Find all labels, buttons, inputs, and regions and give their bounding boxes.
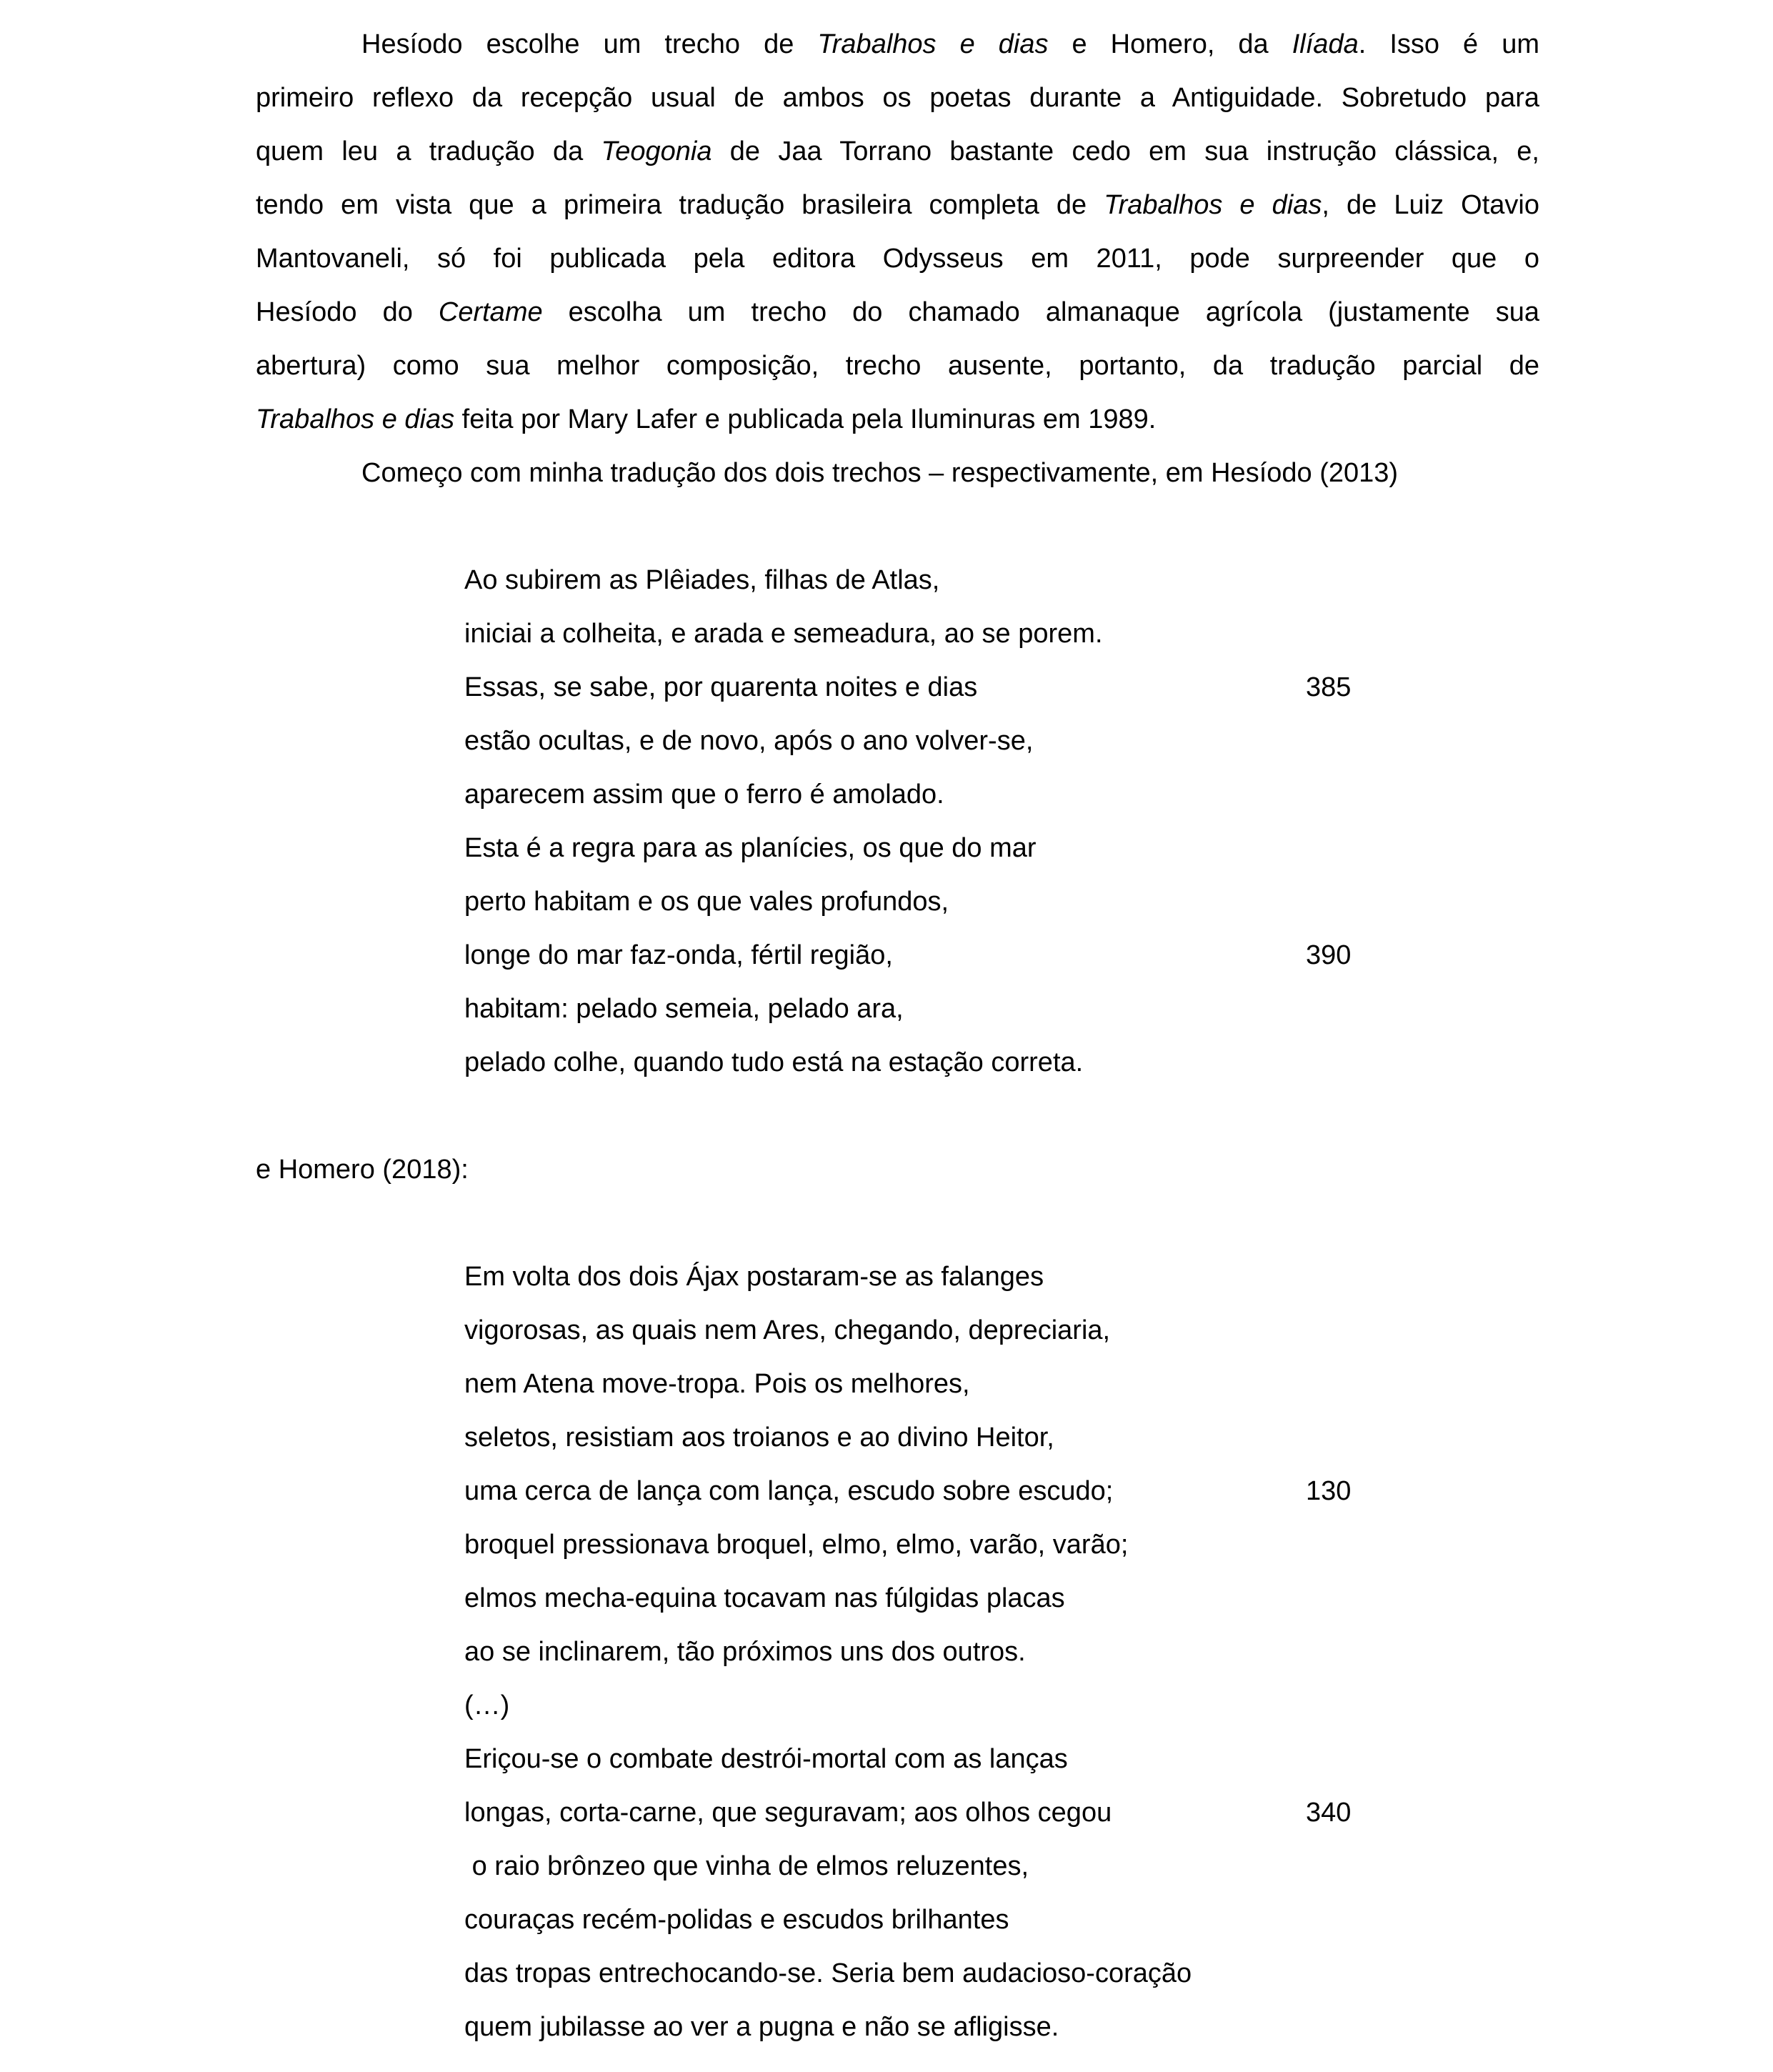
verse-line [256, 1411, 1539, 1465]
text-segment: ao se inclinarem, tão próximos uns dos outros. [464, 1637, 1026, 1667]
text-segment: Essas, se sabe, por quarenta noites e dias [464, 672, 978, 702]
verse-line [256, 714, 1539, 768]
verse-line [256, 875, 1539, 929]
verse-line [256, 929, 1539, 982]
spacer [256, 1197, 1539, 1250]
text-segment: escolha um trecho do chamado almanaque agrícola (justamente sua [542, 297, 1539, 327]
paragraph-line [256, 71, 1539, 125]
text-segment: das tropas entrechocando-se. Seria bem audacioso-coração [464, 1958, 1192, 1988]
text-segment: longas, corta-carne, que seguravam; aos olhos cegou [464, 1798, 1112, 1828]
paragraph-line [256, 232, 1539, 286]
verse-line [256, 1572, 1539, 1625]
text-segment: Hesíodo escolhe um trecho de [361, 29, 818, 59]
paragraph-line [256, 125, 1539, 179]
verse-line [256, 1518, 1539, 1572]
text-segment: Em volta dos dois Ájax postaram-se as falanges [464, 1262, 1044, 1292]
verse-line [256, 2001, 1539, 2054]
paragraph-line [256, 179, 1539, 232]
verse-line [256, 554, 1539, 607]
verse-number: 390 [1306, 940, 1352, 970]
text-segment: Ao subirem as Plêiades, filhas de Atlas, [464, 565, 940, 595]
verse-line [256, 1840, 1539, 1893]
verse-number: 340 [1306, 1798, 1352, 1828]
verse-line [256, 982, 1539, 1036]
paragraph-line [256, 339, 1539, 393]
paragraph-line [256, 447, 1539, 500]
text-segment: pelado colhe, quando tudo está na estação correta. [464, 1047, 1084, 1077]
verse-line [256, 1250, 1539, 1304]
text-segment: e Homero (2018): [256, 1155, 469, 1185]
text-segment: de Jaa Torrano bastante cedo em sua instrução clássica, e, [711, 136, 1539, 166]
text-segment: vigorosas, as quais nem Ares, chegando, depreciaria, [464, 1315, 1111, 1345]
verse-line [256, 1304, 1539, 1358]
text-segment: o raio brônzeo que vinha de elmos reluzentes, [464, 1851, 1029, 1881]
italic-text-segment: Certame [438, 297, 543, 327]
text-segment: Esta é a regra para as planícies, os que do mar [464, 833, 1037, 863]
homer-heading [256, 1143, 1539, 1197]
hesiod-quote-block [256, 554, 1539, 1090]
verse-line [256, 1947, 1539, 2001]
verse-line [256, 1465, 1539, 1518]
paragraph-line [256, 393, 1539, 447]
text-segment: iniciai a colheita, e arada e semeadura, ao se porem. [464, 619, 1103, 649]
text-segment: primeiro reflexo da recepção usual de ambos os poetas durante a Antiguidade. Sobretudo para [256, 83, 1539, 113]
italic-text-segment: Trabalhos e dias [256, 404, 455, 434]
text-segment: aparecem assim que o ferro é amolado. [464, 780, 944, 810]
text-segment: Hesíodo do [256, 297, 439, 327]
text-segment: quem jubilasse ao ver a pugna e não se afligisse. [464, 2012, 1059, 2042]
verse-line [256, 1679, 1539, 1733]
text-segment: estão ocultas, e de novo, após o ano volver-se, [464, 726, 1034, 756]
verse-line [256, 1893, 1539, 1947]
italic-text-segment: Teogonia [601, 136, 712, 166]
verse-line [256, 1733, 1539, 1786]
paragraph-line [256, 18, 1539, 71]
spacer [256, 1090, 1539, 1143]
text-segment: elmos mecha-equina tocavam nas fúlgidas placas [464, 1583, 1065, 1613]
italic-text-segment: Trabalhos e dias [1104, 190, 1322, 220]
paragraph-line [256, 286, 1539, 339]
text-segment: perto habitam e os que vales profundos, [464, 887, 949, 917]
text-segment: tendo em vista que a primeira tradução brasileira completa de [256, 190, 1104, 220]
text-segment: Mantovaneli, só foi publicada pela editora Odysseus em 2011, pode surpreender que o [256, 244, 1539, 274]
text-segment: couraças recém-polidas e escudos brilhantes [464, 1905, 1009, 1935]
verse-line [256, 661, 1539, 714]
verse-line [256, 1036, 1539, 1090]
homer-quote-block [256, 1250, 1539, 2054]
spacer [256, 500, 1539, 554]
text-segment: Começo com minha tradução dos dois trechos – respectivamente, em Hesíodo (2013) [361, 458, 1399, 488]
text-segment: broquel pressionava broquel, elmo, elmo, varão, varão; [464, 1530, 1129, 1560]
text-segment: quem leu a tradução da [256, 136, 601, 166]
text-segment: nem Atena move-tropa. Pois os melhores, [464, 1369, 970, 1399]
text-segment: . Isso é um [1358, 29, 1539, 59]
verse-line [256, 1786, 1539, 1840]
verse-number: 130 [1306, 1476, 1352, 1506]
text-segment: e Homero, da [1048, 29, 1292, 59]
text-segment: longe do mar faz-onda, fértil região, [464, 940, 893, 970]
italic-text-segment: Ilíada [1292, 29, 1359, 59]
text-segment: (…) [464, 1690, 510, 1720]
text-segment: habitam: pelado semeia, pelado ara, [464, 994, 904, 1024]
italic-text-segment: Trabalhos e dias [817, 29, 1049, 59]
verse-line [256, 607, 1539, 661]
text-segment: abertura) como sua melhor composição, trecho ausente, portanto, da tradução parcial de [256, 351, 1539, 381]
text-segment: seletos, resistiam aos troianos e ao divino Heitor, [464, 1423, 1054, 1453]
text-segment: Eriçou-se o combate destrói-mortal com as lanças [464, 1744, 1068, 1774]
verse-line [256, 822, 1539, 875]
verse-number: 385 [1306, 672, 1352, 702]
text-segment: uma cerca de lança com lança, escudo sobre escudo; [464, 1476, 1114, 1506]
verse-line [256, 1358, 1539, 1411]
text-segment: feita por Mary Lafer e publicada pela Iluminuras em 1989. [454, 404, 1157, 434]
text-segment: , de Luiz Otavio [1322, 190, 1539, 220]
verse-line [256, 768, 1539, 822]
verse-line [256, 1625, 1539, 1679]
